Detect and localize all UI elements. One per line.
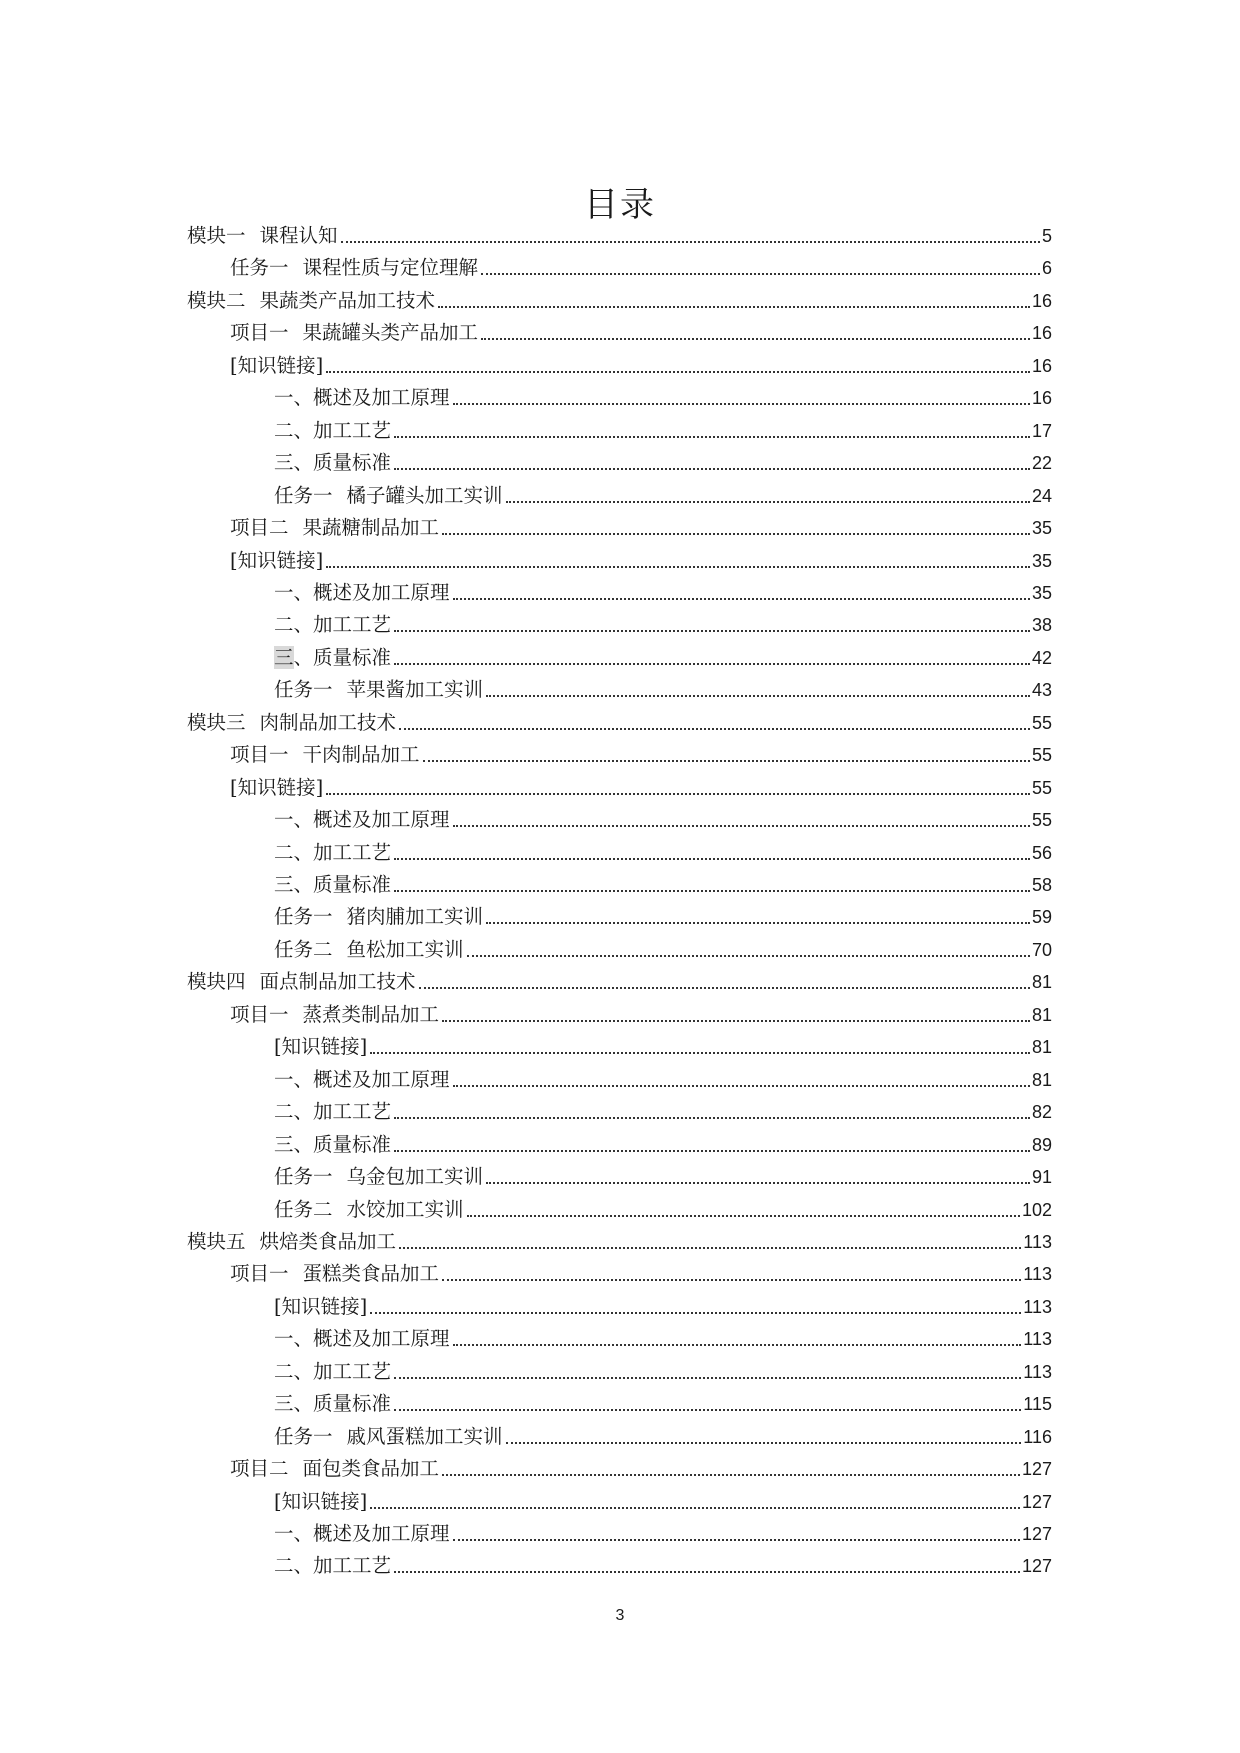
toc-entry-label: 模块四 面点制品加工技术	[187, 970, 416, 994]
toc-entry-label: [知识链接]	[230, 775, 324, 799]
toc-entry-label: 三、质量标准	[274, 645, 392, 669]
toc-leader-dots	[486, 922, 1030, 924]
toc-leader-dots	[341, 241, 1040, 243]
toc-entry[interactable]	[274, 605, 1052, 637]
toc-entry-label: 项目一 干肉制品加工	[230, 743, 420, 767]
toc-entry[interactable]	[274, 865, 1052, 897]
page-title: 目录	[584, 184, 656, 225]
toc-entry[interactable]	[274, 1514, 1052, 1546]
toc-entry-label: 一、概述及加工原理	[274, 580, 450, 604]
toc-leader-dots	[506, 1442, 1022, 1444]
toc-entry-label: [知识链接]	[274, 1294, 368, 1318]
toc-entry[interactable]	[274, 1092, 1052, 1124]
toc-entry-label: 任务一 猪肉脯加工实训	[274, 905, 484, 929]
toc-entry-page: 113	[1023, 1264, 1052, 1285]
toc-entry[interactable]	[274, 1417, 1052, 1449]
toc-entry-page: 113	[1023, 1361, 1052, 1382]
toc-entry[interactable]	[274, 833, 1052, 865]
toc-entry-page: 115	[1023, 1394, 1052, 1415]
toc-leader-dots	[453, 1085, 1030, 1087]
toc-entry-label: [知识链接]	[274, 1035, 368, 1059]
toc-entry-label: 三、质量标准	[274, 1132, 392, 1156]
toc-leader-dots	[394, 663, 1030, 665]
toc-entry[interactable]	[274, 670, 1052, 702]
toc-entry-label: 三、质量标准	[274, 873, 392, 896]
toc-entry-page: 42	[1031, 647, 1052, 668]
toc-entry[interactable]	[187, 962, 1052, 994]
toc-leader-dots	[453, 1539, 1020, 1541]
toc-entry-label: 项目二 面包类食品加工	[230, 1457, 440, 1481]
toc-leader-dots	[326, 371, 1030, 373]
toc-entry-page: 16	[1031, 355, 1052, 376]
toc-entry-page: 55	[1031, 745, 1052, 766]
toc-entry[interactable]	[274, 476, 1052, 508]
toc-entry[interactable]	[274, 897, 1052, 929]
toc-entry[interactable]	[274, 1546, 1052, 1578]
toc-entry-page: 5	[1041, 226, 1052, 246]
toc-entry[interactable]	[274, 1190, 1052, 1222]
toc-entry-page: 102	[1021, 1199, 1052, 1220]
toc-entry[interactable]	[274, 1060, 1052, 1092]
toc-entry-page: 127	[1021, 1524, 1052, 1544]
toc-entry[interactable]	[230, 735, 1052, 767]
toc-entry-page: 35	[1031, 518, 1052, 539]
toc-entry[interactable]	[274, 930, 1052, 962]
toc-entry-page: 127	[1021, 1491, 1052, 1512]
toc-leader-dots	[453, 403, 1030, 405]
toc-entry-label: 项目一 蛋糕类食品加工	[230, 1262, 440, 1286]
toc-entry-page: 59	[1031, 907, 1052, 928]
toc-entry-label: 项目二 果蔬糖制品加工	[230, 516, 440, 540]
toc-leader-dots	[394, 1571, 1020, 1573]
toc-entry-label: 二、加工工艺	[274, 1100, 392, 1124]
toc-entry-page: 35	[1031, 582, 1052, 603]
toc-entry[interactable]	[274, 573, 1052, 605]
toc-leader-dots	[486, 1182, 1030, 1184]
toc-entry-page: 55	[1031, 777, 1052, 798]
toc-entry[interactable]	[274, 1157, 1052, 1189]
toc-entry-page: 43	[1031, 680, 1052, 701]
toc-entry-label: 二、加工工艺	[274, 840, 392, 864]
toc-entry-page: 55	[1031, 712, 1052, 733]
toc-leader-dots	[467, 955, 1030, 957]
toc-leader-dots	[394, 858, 1030, 860]
toc-entry[interactable]	[274, 638, 1052, 670]
toc-entry-label: 二、加工工艺	[274, 1554, 392, 1578]
toc-leader-dots	[326, 793, 1030, 795]
toc-entry[interactable]	[274, 1125, 1052, 1157]
toc-leader-dots	[453, 1344, 1022, 1346]
toc-entry-page: 113	[1023, 1296, 1052, 1317]
toc-entry-label: 模块一 课程认知	[187, 224, 338, 247]
toc-entry[interactable]	[274, 378, 1052, 410]
toc-entry[interactable]	[274, 1287, 1052, 1319]
toc-leader-dots	[481, 273, 1040, 275]
toc-entry[interactable]	[274, 443, 1052, 475]
toc-entry-page: 81	[1031, 1069, 1052, 1090]
toc-leader-dots	[453, 598, 1030, 600]
toc-entry-label: 三、质量标准	[274, 1392, 392, 1416]
toc-entry[interactable]	[274, 800, 1052, 832]
toc-leader-dots	[419, 987, 1030, 989]
toc-leader-dots	[481, 338, 1030, 340]
toc-leader-dots	[394, 1409, 1021, 1411]
toc-entry-page: 56	[1031, 842, 1052, 863]
toc-entry[interactable]	[274, 1384, 1052, 1416]
toc-entry-label: 任务一 戚风蛋糕加工实训	[274, 1424, 503, 1448]
toc-entry-page: 55	[1031, 810, 1052, 831]
toc-entry-page: 81	[1031, 972, 1052, 993]
toc-entry-label: 任务二 水饺加工实训	[274, 1197, 464, 1221]
toc-entry[interactable]	[187, 1222, 1052, 1254]
toc-entry[interactable]	[230, 1254, 1052, 1286]
toc-leader-dots	[467, 1215, 1020, 1217]
toc-entry-page: 116	[1023, 1426, 1052, 1447]
toc-leader-dots	[442, 533, 1030, 535]
toc-entry[interactable]	[187, 281, 1052, 313]
toc-entry-label: 二、加工工艺	[274, 613, 392, 637]
toc-entry-page: 16	[1031, 388, 1052, 409]
toc-entry[interactable]	[230, 313, 1052, 345]
toc-entry-label: 项目一 果蔬罐头类产品加工	[230, 321, 479, 345]
toc-leader-dots	[399, 1247, 1021, 1249]
toc-entry-label: 二、加工工艺	[274, 1359, 392, 1383]
toc-entry[interactable]	[230, 1449, 1052, 1481]
toc-entry[interactable]	[274, 411, 1052, 443]
toc-entry-page: 70	[1031, 939, 1052, 960]
toc-leader-dots	[326, 566, 1030, 568]
toc-leader-dots	[442, 1279, 1021, 1281]
toc-leader-dots	[438, 306, 1030, 308]
toc-entry-page: 127	[1021, 1459, 1052, 1480]
toc-entry[interactable]	[187, 703, 1052, 735]
toc-entry-page: 6	[1041, 258, 1052, 279]
toc-entry[interactable]	[230, 508, 1052, 540]
toc-entry[interactable]	[274, 1319, 1052, 1351]
toc-entry-label: [知识链接]	[230, 548, 324, 572]
toc-entry-page: 81	[1031, 1004, 1052, 1025]
toc-entry-label: 任务一 橘子罐头加工实训	[274, 483, 503, 507]
toc-entry[interactable]	[230, 995, 1052, 1027]
toc-entry[interactable]	[274, 1482, 1052, 1514]
toc-entry-label: 一、概述及加工原理	[274, 386, 450, 410]
toc-entry-page: 81	[1031, 1037, 1052, 1058]
toc-entry-label: 模块五 烘焙类食品加工	[187, 1229, 397, 1253]
toc-leader-dots	[423, 760, 1030, 762]
toc-entry-page: 127	[1021, 1556, 1052, 1577]
toc-leader-dots	[394, 436, 1030, 438]
toc-entry-label: 一、概述及加工原理	[274, 1522, 450, 1545]
toc-entry-page: 24	[1031, 485, 1052, 506]
toc-entry-label: 一、概述及加工原理	[274, 1067, 450, 1091]
toc-entry-page: 113	[1023, 1329, 1052, 1350]
toc-leader-dots	[486, 695, 1030, 697]
toc-leader-dots	[442, 1020, 1030, 1022]
toc-leader-dots	[394, 1377, 1021, 1379]
toc-entry-label: 二、加工工艺	[274, 418, 392, 442]
toc-entry-label: 一、概述及加工原理	[274, 1327, 450, 1351]
toc-leader-dots	[370, 1507, 1020, 1509]
toc-entry-label: 项目一 蒸煮类制品加工	[230, 1002, 440, 1026]
toc-entry[interactable]	[274, 1027, 1052, 1059]
toc-entry-page: 82	[1031, 1102, 1052, 1123]
toc-entry-page: 58	[1031, 875, 1052, 895]
toc-entry-page: 22	[1031, 453, 1052, 474]
toc-entry[interactable]	[230, 248, 1052, 280]
toc-leader-dots	[394, 630, 1030, 632]
toc-leader-dots	[394, 890, 1030, 892]
toc-entry-page: 91	[1031, 1167, 1052, 1188]
toc-entry-label: [知识链接]	[274, 1489, 368, 1513]
toc-entry-label: 一、概述及加工原理	[274, 808, 450, 832]
toc-entry-label: 任务一 苹果酱加工实训	[274, 678, 484, 702]
toc-leader-dots	[399, 728, 1030, 730]
toc-entry-page: 16	[1031, 290, 1052, 311]
toc-entry-label: 任务二 鱼松加工实训	[274, 937, 464, 961]
toc-entry[interactable]	[187, 216, 1052, 248]
toc-entry-page: 16	[1031, 323, 1052, 344]
toc-leader-dots	[442, 1474, 1020, 1476]
toc-leader-dots	[394, 1117, 1030, 1119]
toc-entry-label: 任务一 乌金包加工实训	[274, 1165, 484, 1189]
toc-entry[interactable]	[230, 346, 1052, 378]
toc-entry-page: 38	[1031, 615, 1052, 636]
toc-leader-dots	[453, 825, 1030, 827]
toc-leader-dots	[370, 1312, 1021, 1314]
toc-leader-dots	[394, 468, 1030, 470]
toc-entry[interactable]	[230, 768, 1052, 800]
toc-leader-dots	[506, 501, 1030, 503]
toc-entry[interactable]	[230, 541, 1052, 573]
toc-leader-dots	[370, 1052, 1030, 1054]
toc-entry-label: 模块三 肉制品加工技术	[187, 710, 397, 734]
toc-entry-page: 89	[1031, 1134, 1052, 1155]
toc-entry-label: 三、质量标准	[274, 451, 392, 475]
toc-entry-page: 17	[1031, 420, 1052, 441]
toc-entry-page: 35	[1031, 550, 1052, 571]
toc-entry-label: [知识链接]	[230, 353, 324, 377]
toc-entry[interactable]	[274, 1352, 1052, 1384]
toc-entry-page: 113	[1023, 1231, 1052, 1252]
toc-entry-label: 任务一 课程性质与定位理解	[230, 256, 479, 280]
toc-entry-label: 模块二 果蔬类产品加工技术	[187, 288, 436, 312]
page-number: 3	[615, 1607, 625, 1624]
toc-leader-dots	[394, 1150, 1030, 1152]
